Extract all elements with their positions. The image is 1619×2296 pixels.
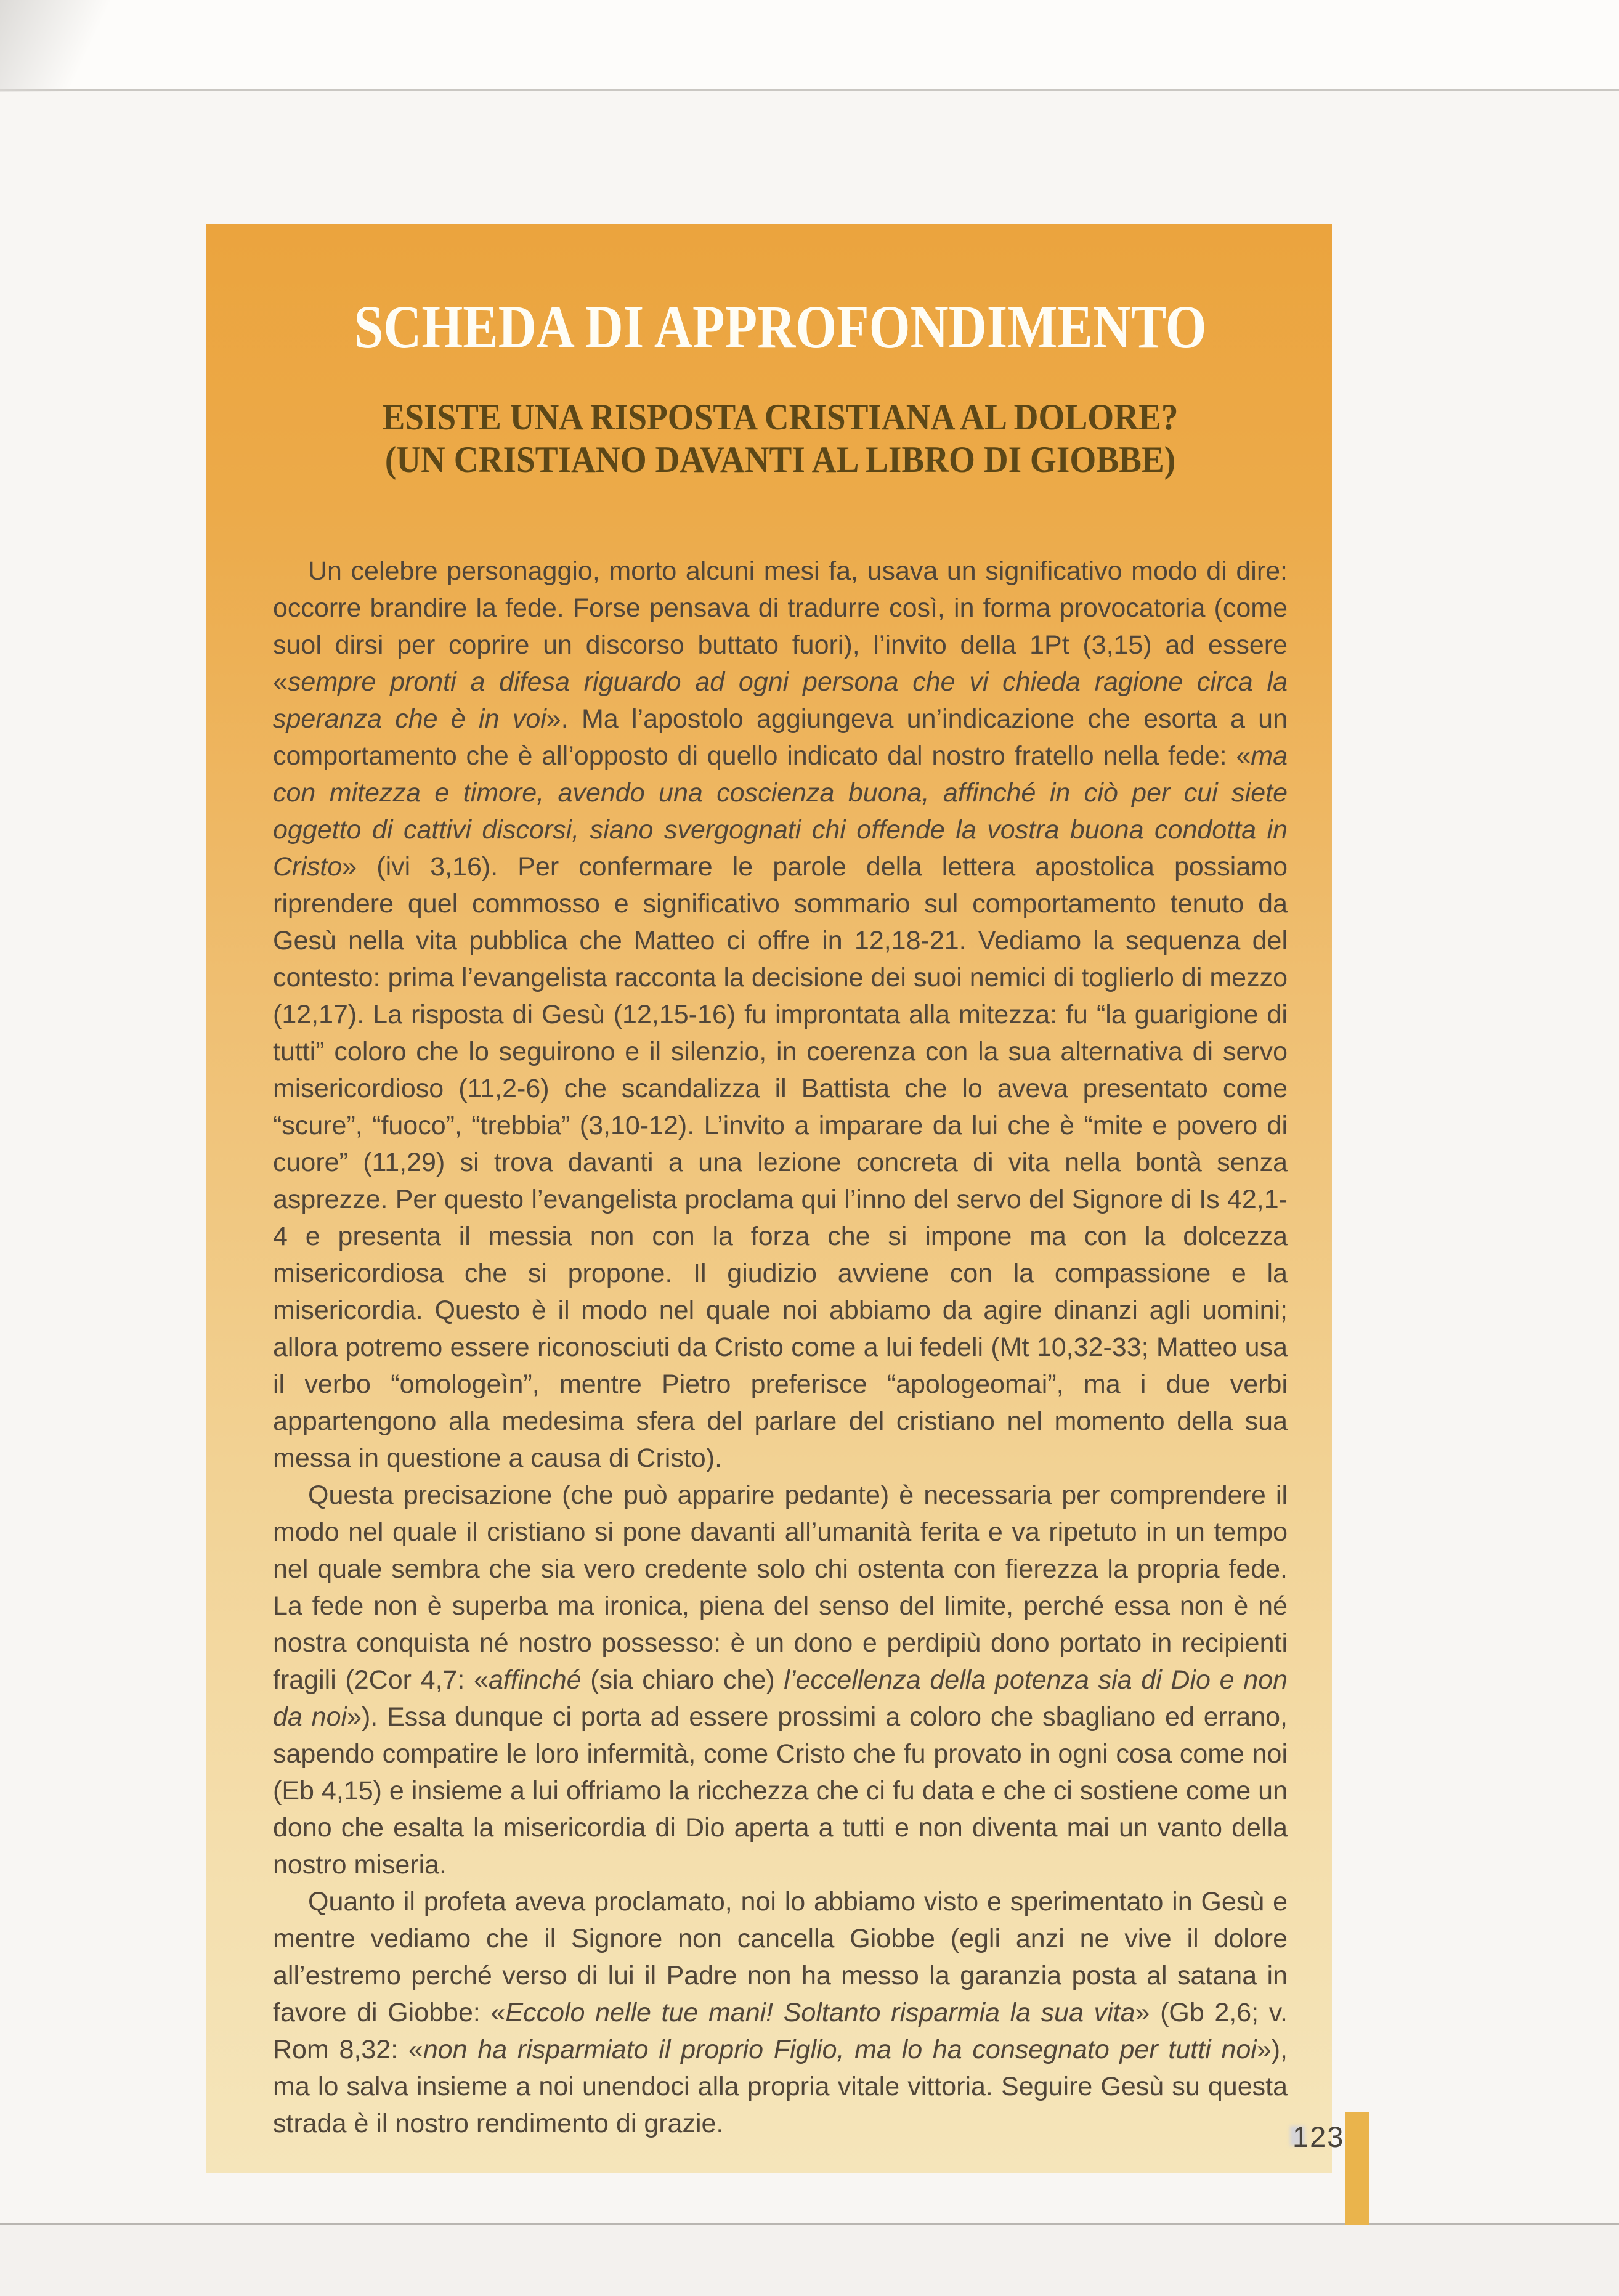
quote-italic: non ha risparmiato il proprio Figlio, ma lo ha consegnato per tutti noi [423, 2035, 1257, 2064]
panel-title: SCHEDA DI APPROFONDIMENTO [354, 293, 1207, 361]
page-top-edge [0, 0, 1619, 91]
highlight-panel [206, 224, 1332, 2173]
page-number: 123 [1292, 2120, 1345, 2153]
subtitle-line-1: ESISTE UNA RISPOSTA CRISTIANA AL DOLORE? [382, 397, 1179, 437]
text-segment: Quanto il profeta aveva proclamato, noi lo abbiamo visto e sperimentato in Gesù e mentre vediamo che il Signore non cancella Giobbe (egli anzi ne vive il dolore all’estremo perché verso di lui il Padre non ha messo la garanzia posta al satana in favore di Giobbe: « [273, 1887, 1288, 2027]
article-body [273, 553, 1288, 2142]
paragraph [273, 1477, 1288, 1883]
text-segment: »). Essa dunque ci porta ad essere prossimi a coloro che sbagliano ed errano, sapendo compatire le loro infermità, come Cristo che fu provato in ogni cosa come noi (Eb 4,15) e insieme a lui offriamo la ricchezza che ci fu data e che ci sostiene come un dono che esalta la misericordia di Dio aperta a tutti e non diventa mai un vanto della nostro miseria. [273, 1702, 1288, 1880]
text-segment: Un celebre personaggio, morto alcuni mesi fa, usava un significativo modo di dire: occorre brandire la fede. Forse pensava di tradurre così, in forma provocatoria (come suol dirsi per coprire un discorso buttato fuori), l’invito della 1Pt (3,15) ad essere « [273, 556, 1288, 697]
paragraph [273, 1883, 1288, 2142]
paragraph [273, 553, 1288, 1477]
text-segment: ». Ma l’apostolo aggiungeva un’indicazione che esorta a un comportamento che è all’opposto di quello indicato dal nostro fratello nella fede: « [273, 704, 1288, 771]
page-bottom-edge [0, 2223, 1619, 2296]
text-segment: (sia chiaro che) [590, 1665, 784, 1695]
text-segment: »), ma lo salva insieme a noi unendoci alla propria vitale vittoria. Seguire Gesù su questa strada è il nostro rendimento di grazie. [273, 2035, 1288, 2138]
quote-italic: l’eccellenza della potenza sia di Dio e non da noi [273, 1665, 1288, 1732]
text-segment: » (Gb 2,6; v. Rom 8,32: « [273, 1998, 1288, 2064]
text-segment: » (ivi 3,16). Per confermare le parole della lettera apostolica possiamo riprendere quel commosso e significativo sommario sul comportamento tenuto da Gesù nella vita pubblica che Matteo ci offre in 12,18-21. Vediamo la sequenza del contesto: prima l’evangelista racconta la decisione dei suoi nemici di toglierlo di mezzo (12,17). La risposta di Gesù (12,15-16) fu improntata alla mitezza: fu “la guarigione di tutti” coloro che lo seguirono e il silenzio, in coerenza con la sua alternativa di servo misericordioso (11,2-6) che scandalizza il Battista che lo aveva presentato come “scure”, “fuoco”, “trebbia” (3,10-12). L’invito a imparare da lui che è “mite e povero di cuore” (11,29) si trova davanti a una lezione concreta di vita nella bontà senza asprezze. Per questo l’evangelista proclama qui l’inno del servo del Signore di Is 42,1-4 e presenta il messia non con la forza che si impone ma con la dolcezza misericordiosa che si propone. Il giudizio avviene con la compassione e la misericordia. Questo è il modo nel quale noi abbiamo da agire dinanzi agli uomini; allora potremo essere riconosciuti da Cristo come a lui fedeli (Mt 10,32-33; Matteo usa il verbo “omologeìn”, mentre Pietro preferisce “apologeomai”, ma i due verbi appartengono alla medesima sfera del parlare del cristiano nel momento della sua messa in questione a causa di Cristo). [273, 852, 1288, 1473]
text-segment: Questa precisazione (che può apparire pedante) è necessaria per comprendere il modo nel quale il cristiano si pone davanti all’umanità ferita e va ripetuto in un tempo nel quale sembra che sia vero credente solo chi ostenta con fierezza la propria fede. La fede non è superba ma ironica, piena del senso del limite, perché essa non è né nostra conquista né nostro possesso: è un dono e perdipiù dono portato in recipienti fragili (2Cor 4,7: « [273, 1480, 1288, 1695]
page-corner-shadow [0, 0, 160, 92]
quote-italic: ma con mitezza e timore, avendo una coscienza buona, affinché in ciò per cui siete oggetto di cattivi discorsi, siano svergognati chi offende la vostra buona condotta in Cristo [273, 741, 1288, 882]
quote-italic: sempre pronti a difesa riguardo ad ogni persona che vi chieda ragione circa la speranza che è in voi [273, 667, 1288, 734]
panel-subtitle [314, 396, 1247, 481]
quote-italic: affinché [488, 1665, 591, 1695]
edge-tab [1345, 2112, 1369, 2225]
subtitle-line-2: (UN CRISTIANO DAVANTI AL LIBRO DI GIOBBE) [384, 439, 1176, 480]
quote-italic: Eccolo nelle tue mani! Soltanto risparmia la sua vita [505, 1998, 1135, 2027]
